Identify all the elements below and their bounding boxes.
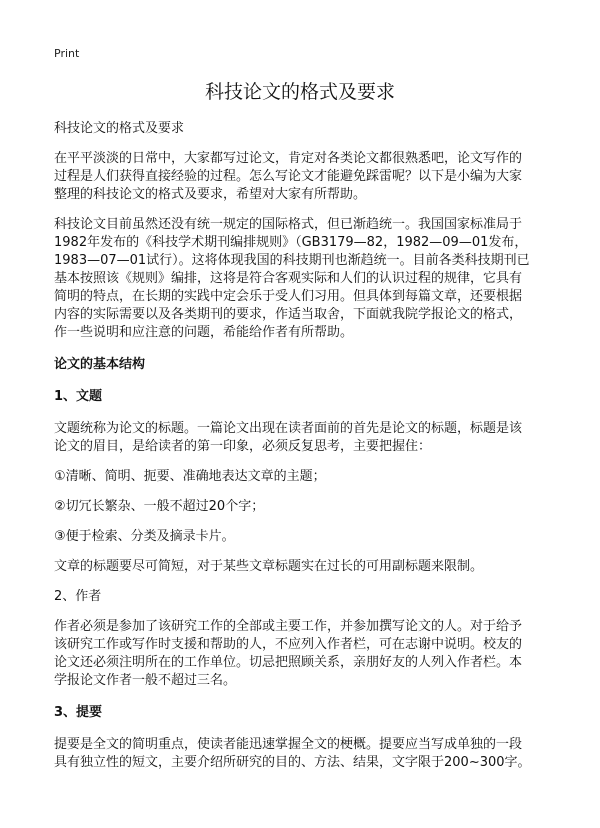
print-link[interactable]: Print: [54, 47, 80, 60]
page-title: 科技论文的格式及要求: [204, 81, 395, 103]
list-item: ①清晰、简明、扼要、准确地表达文章的主题；: [54, 469, 326, 484]
list-item: ③便于检索、分类及摘录卡片。: [54, 529, 235, 544]
list-item: ②切冗长繁杂、一般不超过20个字；: [54, 499, 265, 514]
heading-title-section: 1、文题: [54, 389, 103, 404]
title-note: 文章的标题要尽可简短，对于某些文章标题实在过长的可用副标题来限制。: [54, 559, 484, 574]
intro-paragraph: 在平平淡淡的日常中，大家都写过论文，肯定对各类论文都很熟悉吧，论文写作的 过程是人们获得直接经验的过程。怎么写论文才能避免踩雷呢？以下是小编为大家 整理的科技论文的格式及要求，希望对大家有所帮助。: [54, 151, 523, 202]
article-body: [54, 120, 554, 772]
section-heading: 论文的基本结构: [54, 357, 146, 372]
title-description: 文题统称为论文的标题。一篇论文出现在读者面前的首先是论文的标题，标题是该 论文的眉目，是给读者的第一印象，必须反复思考，主要把握住：: [54, 421, 523, 454]
abstract-description: 提要是全文的简明重点，使读者能迅速掌握全文的梗概。提要应当写成单独的一段 具有独立性的短文，主要介绍所研究的目的、方法、结果，文字限于200~300字。: [54, 737, 531, 770]
author-description: 作者必须是参加了该研究工作的全部或主要工作，并参加撰写论文的人。对于给予 该研究工作或写作时支援和帮助的人，不应列入作者栏，可在志谢中说明。校友的 论文还必须注明所在的工作单位。切忌把照顾关系，亲朋好友的人列入作者栏。本 学报论文作者一般不超过三名。: [54, 619, 523, 688]
heading-abstract-section: 3、提要: [54, 705, 103, 720]
subtitle-paragraph: 科技论文的格式及要求: [54, 121, 185, 136]
background-paragraph: 科技论文目前虽然还没有统一规定的国际格式，但已渐趋统一。我国国家标准局于 1982年发布的《科技学术期刊编排规则》（GB3179—82，1982—09—01发布， 1983—07—01试行）。这将体现我国的科技期刊也渐趋统一。目前各类科技期刊已 基本按照该《规则》编排，这将是符合客观实际和人们的认识过程的规律，它具有 简明的特点，在长期的实践中定会乐于受人们习用。但具体到每篇文章，还要根据 内容的实际需要以及各类期刊的要求，作适当取舍，下面就我院学报论文的格式， 作一些说明和应注意的问题，希能给作者有所帮助。: [54, 217, 530, 340]
heading-author-section: 2、作者: [54, 589, 102, 604]
